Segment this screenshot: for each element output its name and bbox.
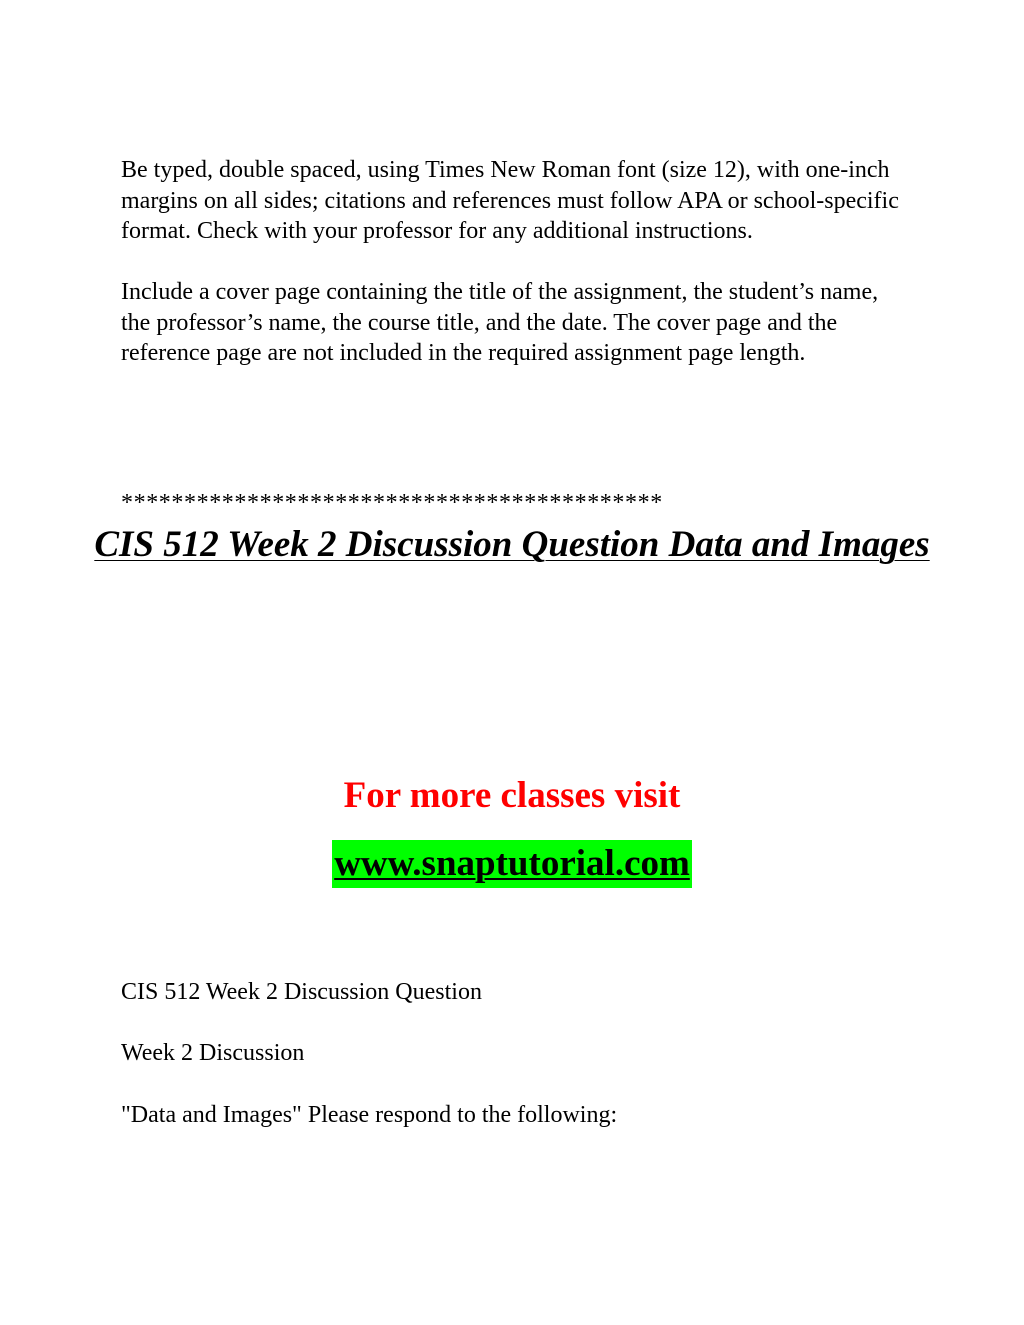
promo-link-container (0, 840, 1024, 888)
week-discussion-line: Week 2 Discussion (121, 1040, 305, 1066)
course-heading-line: CIS 512 Week 2 Discussion Question (121, 979, 482, 1005)
formatting-instructions-paragraph: Be typed, double spaced, using Times New Roman font (size 12), with one-inch margins on all sides; citations and references must follow APA or school-specific format. Check with your professor for any additional instructions. (121, 157, 899, 244)
snaptutorial-link[interactable]: www.snaptutorial.com (332, 840, 692, 888)
document-title: CIS 512 Week 2 Discussion Question Data and Images (94, 524, 930, 565)
prompt-line: "Data and Images" Please respond to the following: (121, 1102, 618, 1128)
separator-stars: ******************************************* (121, 490, 663, 516)
cover-page-instructions-paragraph: Include a cover page containing the title of the assignment, the student’s name, the professor’s name, the course title, and the date. The cover page and the reference page are not included in the required assignment page length. (121, 279, 879, 366)
promo-text: For more classes visit (343, 775, 681, 816)
